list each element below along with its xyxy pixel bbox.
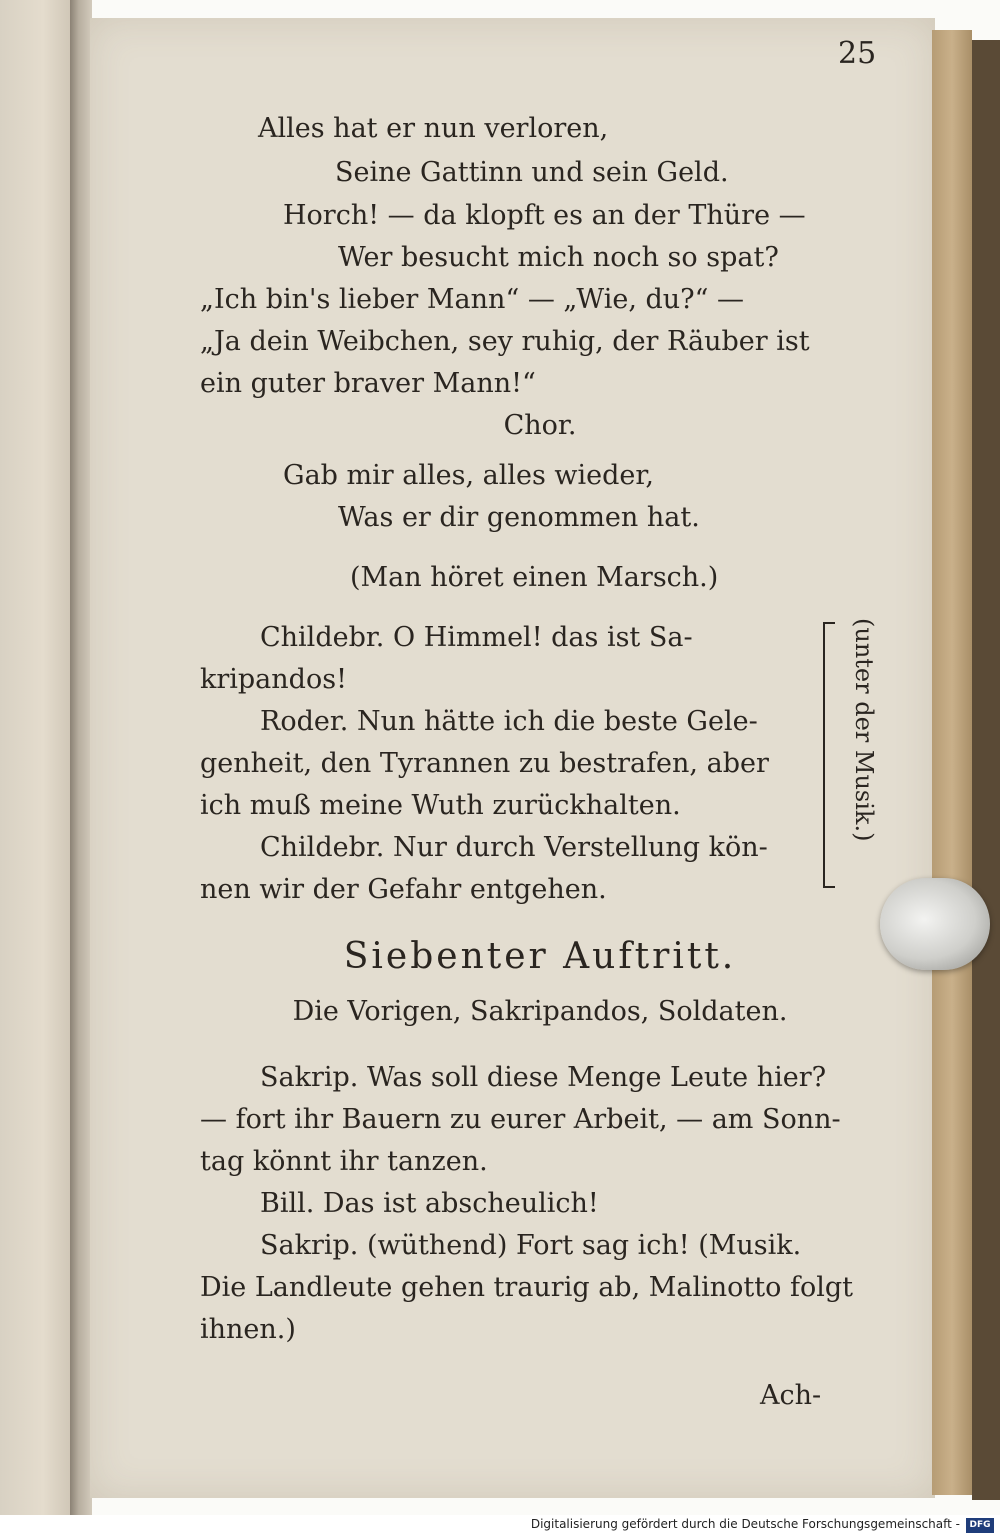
dialogue-line: ihnen.) bbox=[200, 1314, 296, 1345]
dialogue-line: ich muß meine Wuth zurückhalten. bbox=[200, 790, 681, 821]
verse-line: Wer besucht mich noch so spat? bbox=[338, 242, 779, 273]
dialogue-line: nen wir der Gefahr entgehen. bbox=[200, 874, 607, 905]
chor-line: Was er dir genommen hat. bbox=[338, 502, 700, 533]
dialogue-line: Sakrip. (wüthend) Fort sag ich! (Musik. bbox=[260, 1230, 802, 1261]
dialogue-line: Sakrip. Was soll diese Menge Leute hier? bbox=[260, 1062, 827, 1093]
book-gutter bbox=[70, 0, 92, 1515]
verse-line: „Ich bin's lieber Mann“ — „Wie, du?“ — bbox=[200, 284, 745, 315]
dialogue-line: genheit, den Tyrannen zu bestrafen, aber bbox=[200, 748, 769, 779]
chor-line: Gab mir alles, alles wieder, bbox=[283, 460, 654, 491]
page-stack-edge bbox=[932, 30, 972, 1495]
verse-line: Seine Gattinn und sein Geld. bbox=[335, 157, 729, 188]
stage-direction: (Man höret einen Marsch.) bbox=[350, 562, 719, 593]
side-note: (unter der Musik.) bbox=[850, 618, 878, 842]
scene-cast: Die Vorigen, Sakripandos, Soldaten. bbox=[292, 996, 788, 1027]
scene-heading: Siebenter Auftritt. bbox=[343, 936, 737, 977]
catchword: Ach- bbox=[760, 1380, 822, 1411]
footer-bar bbox=[0, 1515, 1000, 1537]
dialogue-line: Roder. Nun hätte ich die beste Gele- bbox=[260, 706, 758, 737]
verse-line: „Ja dein Weibchen, sey ruhig, der Räuber ist bbox=[200, 326, 810, 357]
dialogue-line: Childebr. O Himmel! das ist Sa- bbox=[260, 622, 693, 653]
verse-line: Alles hat er nun verloren, bbox=[258, 113, 609, 144]
chor-heading: Chor. bbox=[503, 410, 577, 441]
verse-line: Horch! — da klopft es an der Thüre — bbox=[283, 200, 806, 231]
side-note-bracket bbox=[823, 622, 835, 888]
dialogue-line: Childebr. Nur durch Verstellung kön- bbox=[260, 832, 768, 863]
dfg-logo-icon: DFG bbox=[966, 1518, 994, 1533]
page-number: 25 bbox=[838, 36, 877, 71]
dialogue-line: tag könnt ihr tanzen. bbox=[200, 1146, 488, 1177]
verse-line: ein guter braver Mann!“ bbox=[200, 368, 536, 399]
left-page-edge bbox=[0, 0, 72, 1515]
dialogue-line: kripandos! bbox=[200, 664, 347, 695]
dialogue-line: Bill. Das ist abscheulich! bbox=[260, 1188, 599, 1219]
cover-edge bbox=[972, 40, 1000, 1500]
footer-credit: Digitalisierung gefördert durch die Deutsche Forschungsgemeinschaft - bbox=[530, 1517, 960, 1531]
dialogue-line: — fort ihr Bauern zu eurer Arbeit, — am Sonn- bbox=[200, 1104, 841, 1135]
dialogue-line: Die Landleute gehen traurig ab, Malinotto folgt bbox=[200, 1272, 853, 1303]
page-clip bbox=[880, 878, 990, 970]
